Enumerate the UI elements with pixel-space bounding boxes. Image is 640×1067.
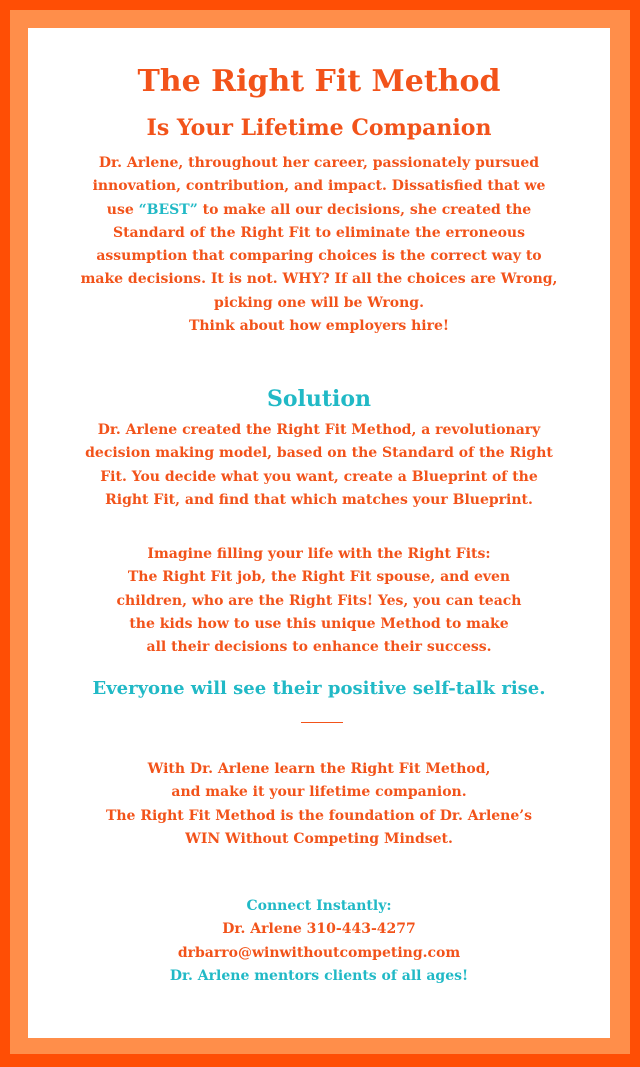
with-dr-line: With Dr. Arlene learn the Right Fit Method, xyxy=(147,761,491,777)
intro-line: make decisions. It is not. WHY? If all the choices are Wrong, xyxy=(80,271,558,288)
intro-text: to make all our decisions, she created the xyxy=(202,201,532,218)
solution-line: decision making model, based on the Standard of the Right xyxy=(85,445,553,462)
imagine-line: Imagine filling your life with the Right Fits: xyxy=(147,546,491,562)
with-dr-line: The Right Fit Method is the foundation of Dr. Arlene’s xyxy=(105,807,533,824)
email-link[interactable]: drbarro@winwithoutcompeting.com xyxy=(177,944,461,961)
intro-line-best xyxy=(28,199,610,222)
phone-number[interactable]: Dr. Arlene 310-443-4277 xyxy=(222,921,416,938)
solution-line: Fit. You decide what you want, create a Blueprint of the xyxy=(100,468,538,485)
page-title: The Right Fit Method xyxy=(137,64,501,99)
solution-line: Right Fit, and find that which matches your Blueprint. xyxy=(105,491,533,508)
intro-text: use xyxy=(106,201,134,218)
intro-line: Dr. Arlene, throughout her career, passionately pursued xyxy=(98,155,540,171)
best-highlight: “BEST” xyxy=(138,201,198,218)
intro-line: picking one will be Wrong. xyxy=(214,294,424,311)
with-dr-line: and make it your lifetime companion. xyxy=(171,784,467,801)
with-dr-line: WIN Without Competing Mindset. xyxy=(185,830,453,847)
contact-section xyxy=(28,895,610,988)
intro-line: innovation, contribution, and impact. Dissatisfied that we xyxy=(92,178,546,195)
connect-heading: Connect Instantly: xyxy=(246,898,392,914)
flyer-panel xyxy=(28,28,610,1038)
solution-paragraph xyxy=(28,419,610,512)
intro-paragraph xyxy=(28,152,610,338)
solution-line: Dr. Arlene created the Right Fit Method, a revolutionary xyxy=(97,422,541,438)
mentor-tagline: Dr. Arlene mentors clients of all ages! xyxy=(169,967,469,984)
imagine-line: the kids how to use this unique Method to make xyxy=(129,615,509,632)
solution-heading: Solution xyxy=(266,386,372,412)
intro-line: Standard of the Right Fit to eliminate the erroneous xyxy=(112,224,525,241)
intro-line: Think about how employers hire! xyxy=(188,318,450,335)
imagine-line: all their decisions to enhance their success. xyxy=(146,639,492,656)
intro-line: assumption that comparing choices is the correct way to xyxy=(96,248,542,265)
page-subtitle: Is Your Lifetime Companion xyxy=(146,115,492,141)
imagine-line: The Right Fit job, the Right Fit spouse, and even xyxy=(127,569,511,586)
section-divider xyxy=(301,722,343,723)
with-dr-arlene-paragraph xyxy=(28,758,610,851)
imagine-paragraph xyxy=(28,543,610,659)
positive-self-talk-highlight: Everyone will see their positive self-talk rise. xyxy=(92,678,546,699)
imagine-line: children, who are the Right Fits! Yes, you can teach xyxy=(116,592,522,609)
